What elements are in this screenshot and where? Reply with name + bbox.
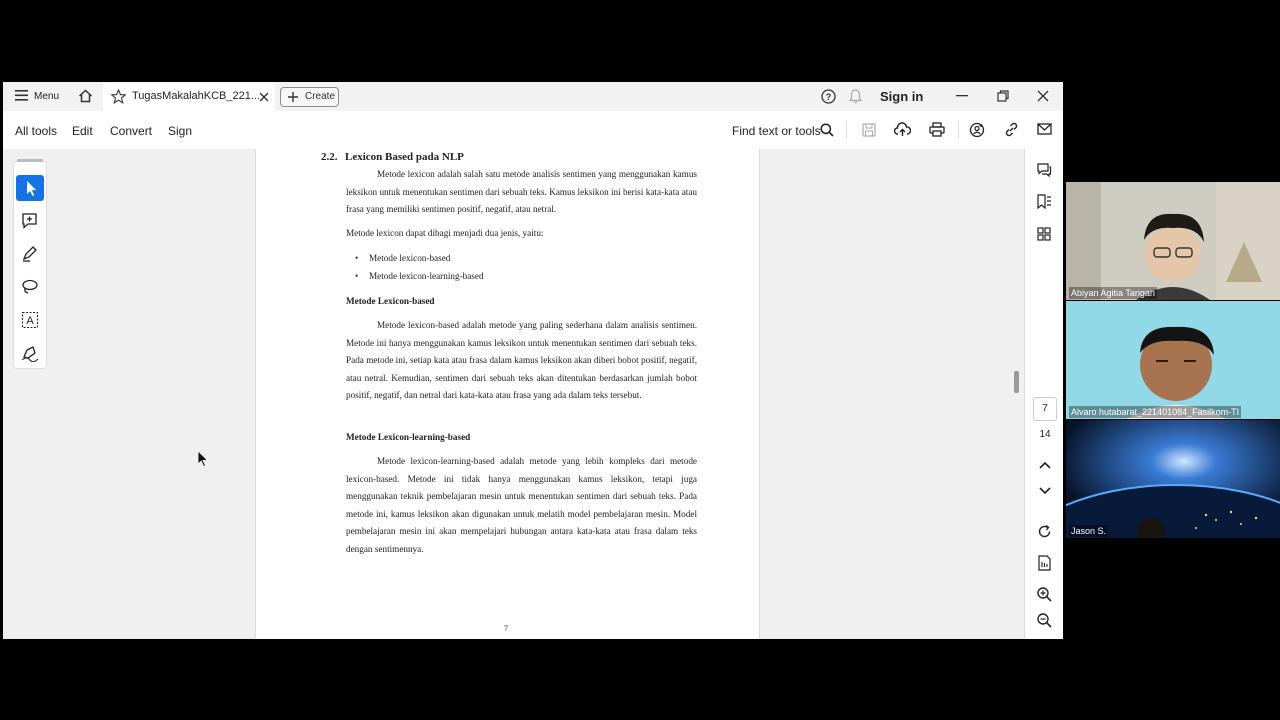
draw-lasso-icon[interactable] xyxy=(21,278,39,296)
select-tool-icon[interactable] xyxy=(16,175,44,201)
acrobat-window xyxy=(3,82,1063,639)
vertical-scrollbar-thumb[interactable] xyxy=(1014,371,1019,393)
title-bar xyxy=(3,82,1063,111)
close-tab-icon[interactable] xyxy=(259,92,269,102)
panel-grip[interactable] xyxy=(17,159,43,162)
participant-video-tile[interactable] xyxy=(1066,420,1280,538)
sign-pen-icon[interactable] xyxy=(21,344,39,362)
print-icon[interactable] xyxy=(929,122,945,137)
email-icon[interactable] xyxy=(1037,123,1052,135)
participant-video xyxy=(1066,420,1280,538)
rotate-refresh-icon[interactable] xyxy=(1037,524,1052,539)
convert-menu[interactable]: Convert xyxy=(110,124,153,138)
previous-page-chevron-up-icon[interactable] xyxy=(1039,461,1051,469)
thumbnails-grid-icon[interactable] xyxy=(1037,227,1051,241)
section-number: 2.2. xyxy=(321,151,338,163)
participant-video xyxy=(1066,301,1280,419)
participant-video-tile[interactable] xyxy=(1066,182,1280,300)
create-button[interactable] xyxy=(280,87,339,107)
star-icon[interactable] xyxy=(111,89,126,104)
participant-video xyxy=(1066,182,1280,300)
subheading-lexicon-based: Metode Lexicon-based xyxy=(346,296,435,306)
search-icon[interactable] xyxy=(820,123,834,137)
menu-icon[interactable] xyxy=(15,90,28,101)
text-box-icon[interactable] xyxy=(21,311,39,329)
toolbar-divider xyxy=(958,121,959,139)
list-item: • Metode lexicon-based xyxy=(355,253,451,263)
total-pages: 14 xyxy=(1039,429,1051,440)
bullet-list xyxy=(355,249,695,285)
find-text-or-tools[interactable]: Find text or tools xyxy=(732,124,821,138)
current-page-input[interactable]: 7 xyxy=(1033,397,1057,421)
participant-name: Alvaro hutabarat_221401084_Fasilkom-TI xyxy=(1071,407,1240,417)
subheading-lexicon-learning-based: Metode Lexicon-learning-based xyxy=(346,432,471,442)
comments-icon[interactable] xyxy=(1036,162,1052,178)
close-window-icon[interactable] xyxy=(1037,90,1049,102)
left-tool-panel xyxy=(13,161,47,369)
next-page-chevron-down-icon[interactable] xyxy=(1039,487,1051,495)
paragraph-1: Metode lexicon adalah salah satu metode analisis sentimen yang menggunakan kamus leksikon untuk menentukan sentimen dari sebuah teks. Kamus leksikon ini berisi kata-kata atau frasa yang memiliki sentimen positif, negatif, atau netral. xyxy=(346,169,697,214)
edit-menu[interactable]: Edit xyxy=(72,124,93,138)
add-comment-icon[interactable] xyxy=(21,212,39,230)
help-icon[interactable] xyxy=(821,89,836,104)
tab-title: TugasMakalahKCB_221... xyxy=(132,90,260,102)
section-heading: Lexicon Based pada NLP xyxy=(345,151,464,163)
restore-icon[interactable] xyxy=(997,90,1009,102)
bookmarks-icon[interactable] xyxy=(1036,194,1052,210)
main-toolbar xyxy=(3,111,1063,150)
list-item: • Metode lexicon-learning-based xyxy=(355,271,484,281)
share-user-icon[interactable] xyxy=(969,122,985,138)
participant-name: Abiyan Agitia Tarigan xyxy=(1071,288,1155,298)
create-label: Create xyxy=(305,91,336,102)
upload-cloud-icon[interactable] xyxy=(894,122,911,137)
document-viewer xyxy=(3,149,1063,639)
document-tab[interactable] xyxy=(103,83,275,111)
plus-icon xyxy=(288,92,298,102)
paragraph-2: Metode lexicon dapat dibagi menjadi dua jenis, yaitu: xyxy=(346,228,544,238)
save-icon[interactable] xyxy=(862,123,876,137)
minimize-icon[interactable] xyxy=(956,95,968,97)
toolbar-divider xyxy=(846,121,847,139)
menu-label[interactable]: Menu xyxy=(34,91,60,102)
all-tools-menu[interactable]: All tools xyxy=(15,124,58,138)
paragraph-3: Metode lexicon-based adalah metode yang paling sederhana dalam analisis sentimen. Metode ini hanya menggunakan kamus leksikon untuk menentukan sentimen dari sebuah teks. Pada metode ini, setiap kata atau frasa dalam kamus leksikon akan diberi bobot positif, negatif, atau netral. Kemudian, sentimen dari sebuah teks akan ditentukan berdasarkan jumlah bobot positif, negatif, dan netral dari kata-kata atau frasa yang ada dalam teks tersebut. xyxy=(346,320,697,400)
sign-menu[interactable]: Sign xyxy=(168,124,193,138)
home-icon[interactable] xyxy=(78,89,93,103)
link-icon[interactable] xyxy=(1004,122,1019,137)
sign-in-button[interactable]: Sign in xyxy=(880,89,924,104)
page-scroll-mode-icon[interactable] xyxy=(1037,555,1052,571)
svg-text:?: ? xyxy=(825,92,832,102)
paragraph-4: Metode lexicon-learning-based adalah metode yang lebih kompleks dari metode lexicon-based. Metode ini tidak hanya menggunakan kamus leksikon, tetapi juga menggunakan teknik pembelajaran mesin untuk menentukan sentimen dari sebuah teks. Pada metode ini, kamus leksikon akan digunakan untuk melatih model pembelajaran mesin. Model pembelajaran mesin ini akan mempelajari hubungan antara kata-kata atau frasa dalam teks dengan sentimennya. xyxy=(346,456,697,554)
page-footer-number: 7 xyxy=(504,624,508,633)
participant-name: Jason S. xyxy=(1071,526,1107,536)
notification-bell-icon[interactable] xyxy=(849,89,862,104)
zoom-out-icon[interactable] xyxy=(1037,613,1052,628)
participant-video-tile[interactable] xyxy=(1066,301,1280,419)
highlight-pen-icon[interactable] xyxy=(21,245,39,263)
mouse-cursor-icon xyxy=(197,450,209,468)
zoom-in-icon[interactable] xyxy=(1037,587,1052,602)
right-panel xyxy=(1024,149,1063,639)
svg-text:A: A xyxy=(26,315,34,327)
pdf-page xyxy=(255,149,760,639)
